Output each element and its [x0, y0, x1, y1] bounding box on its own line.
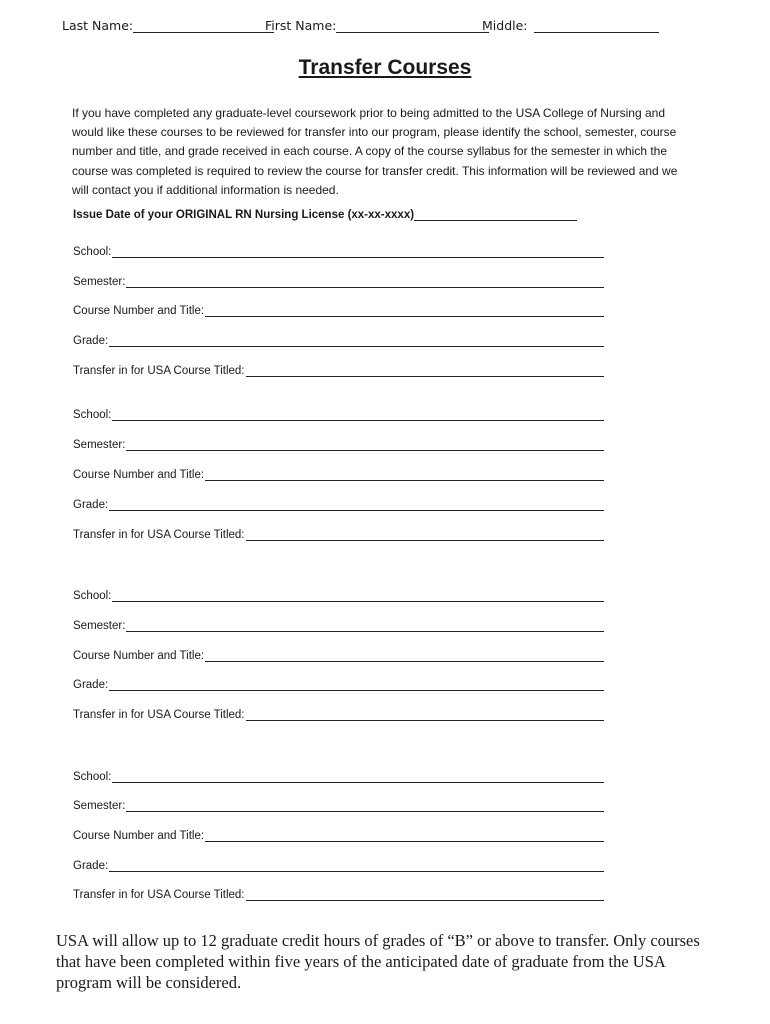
grade-line[interactable] — [109, 498, 604, 511]
transfer-line[interactable] — [246, 888, 604, 901]
semester-field[interactable] — [73, 616, 604, 632]
grade-label: Grade: — [73, 679, 109, 691]
first-name-field[interactable] — [265, 18, 489, 33]
course-field[interactable] — [73, 646, 604, 662]
course-field[interactable] — [73, 465, 604, 481]
middle-name-line[interactable] — [534, 19, 659, 33]
course-field[interactable] — [73, 826, 604, 842]
semester-field[interactable] — [73, 796, 604, 812]
transfer-field[interactable] — [73, 361, 604, 377]
first-name-line[interactable] — [336, 19, 489, 33]
semester-field[interactable] — [73, 272, 604, 288]
semester-label: Semester: — [73, 800, 126, 812]
course-field[interactable] — [73, 301, 604, 317]
grade-label: Grade: — [73, 860, 109, 872]
school-line[interactable] — [112, 245, 604, 258]
transfer-field[interactable] — [73, 525, 604, 541]
middle-name-field[interactable] — [482, 18, 659, 33]
intro-paragraph: If you have completed any graduate-level coursework prior to being admitted to the USA College of Nursing and would like these courses to be reviewed for transfer into our program, please identify the school, semester, course number and title, and grade received in each course. A copy of the course syllabus for the semester in which the course was completed is required to review the course for transfer credit. This information will be reviewed and we will contact you if additional information is needed. — [72, 106, 678, 197]
last-name-field[interactable] — [62, 18, 274, 33]
license-date-label: Issue Date of your ORIGINAL RN Nursing License (xx-xx-xxxx) — [73, 209, 415, 221]
semester-line[interactable] — [126, 275, 604, 288]
transfer-line[interactable] — [246, 708, 604, 721]
course-line[interactable] — [205, 649, 604, 662]
grade-label: Grade: — [73, 499, 109, 511]
course-label: Course Number and Title: — [73, 305, 205, 317]
transfer-line[interactable] — [246, 528, 604, 541]
license-date-line[interactable] — [414, 208, 577, 221]
grade-field[interactable] — [73, 331, 604, 347]
school-field[interactable] — [73, 767, 604, 783]
semester-line[interactable] — [126, 799, 604, 812]
grade-field[interactable] — [73, 856, 604, 872]
school-field[interactable] — [73, 405, 604, 421]
transfer-line[interactable] — [246, 364, 604, 377]
course-label: Course Number and Title: — [73, 469, 205, 481]
school-label: School: — [73, 246, 112, 258]
semester-field[interactable] — [73, 435, 604, 451]
transfer-label: Transfer in for USA Course Titled: — [73, 889, 245, 901]
transfer-policy-note: USA will allow up to 12 graduate credit hours of grades of “B” or above to transfer. Only courses that have been completed within five years of the anticipated date of graduate from the USA program will be considered. — [56, 931, 700, 992]
last-name-label: Last Name: — [62, 18, 134, 33]
course-line[interactable] — [205, 468, 604, 481]
transfer-label: Transfer in for USA Course Titled: — [73, 709, 245, 721]
school-line[interactable] — [112, 770, 604, 783]
transfer-label: Transfer in for USA Course Titled: — [73, 529, 245, 541]
middle-name-label: Middle: — [482, 18, 528, 33]
grade-line[interactable] — [109, 859, 604, 872]
course-label: Course Number and Title: — [73, 650, 205, 662]
last-name-line[interactable] — [133, 19, 274, 33]
school-label: School: — [73, 409, 112, 421]
transfer-label: Transfer in for USA Course Titled: — [73, 365, 245, 377]
course-line[interactable] — [205, 304, 604, 317]
page-title: Transfer Courses — [298, 56, 472, 79]
transfer-field[interactable] — [73, 705, 604, 721]
school-line[interactable] — [112, 408, 604, 421]
school-label: School: — [73, 590, 112, 602]
course-line[interactable] — [205, 829, 604, 842]
transfer-field[interactable] — [73, 885, 604, 901]
school-label: School: — [73, 771, 112, 783]
license-date-field[interactable] — [73, 208, 577, 221]
grade-field[interactable] — [73, 675, 604, 691]
semester-label: Semester: — [73, 276, 126, 288]
school-field[interactable] — [73, 586, 604, 602]
grade-line[interactable] — [109, 678, 604, 691]
semester-line[interactable] — [126, 438, 604, 451]
school-line[interactable] — [112, 589, 604, 602]
semester-label: Semester: — [73, 439, 126, 451]
grade-label: Grade: — [73, 335, 109, 347]
semester-line[interactable] — [126, 619, 604, 632]
first-name-label: First Name: — [265, 18, 337, 33]
semester-label: Semester: — [73, 620, 126, 632]
grade-line[interactable] — [109, 334, 604, 347]
grade-field[interactable] — [73, 495, 604, 511]
school-field[interactable] — [73, 242, 604, 258]
course-label: Course Number and Title: — [73, 830, 205, 842]
